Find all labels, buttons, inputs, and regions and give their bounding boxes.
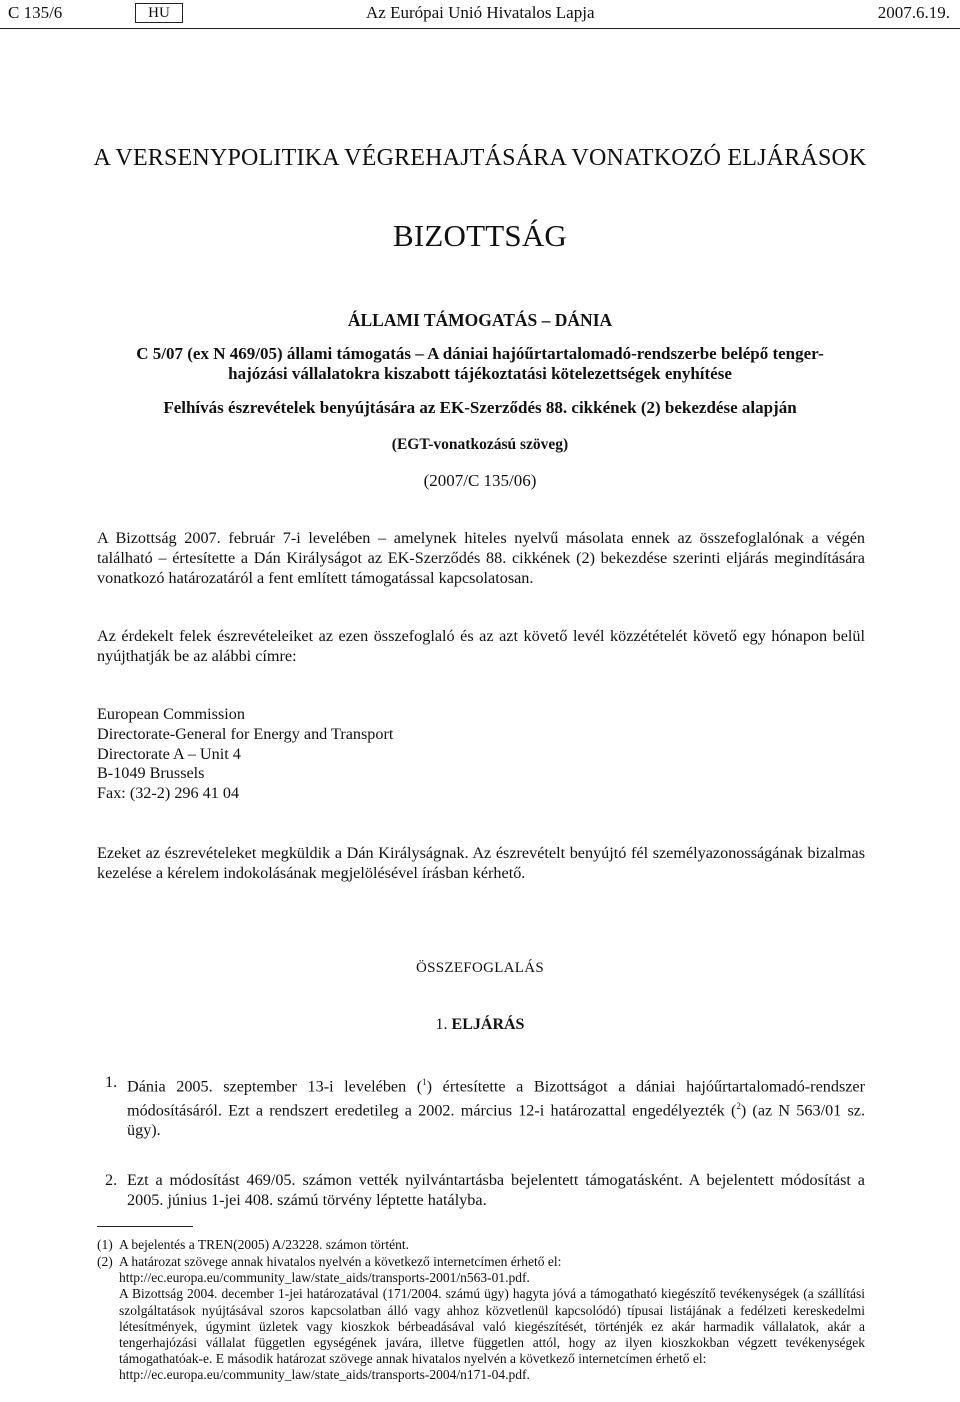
journal-title: Az Európai Unió Hivatalos Lapja: [366, 3, 595, 22]
numbered-item: [105, 1073, 865, 1141]
section-title-eljaras: ELJÁRÁS: [451, 1016, 525, 1033]
journal-page-ref: C 135/6: [8, 3, 63, 22]
footnote-link[interactable]: http://ec.europa.eu/community_law/state_aids/transports-2001/n563-01.pdf.: [119, 1270, 530, 1286]
page-header: [0, 0, 960, 29]
comments-paragraph: Az érdekelt felek észrevételeiket az ezen összefoglaló és az azt követő levél közzétételét követő egy hónapon belül nyújthatják be az alábbi címre:: [97, 627, 865, 665]
footnote-ref[interactable]: 1: [422, 1077, 427, 1087]
aid-title: ÁLLAMI TÁMOGATÁS – DÁNIA: [347, 310, 613, 330]
address-line: European Commission: [97, 705, 245, 723]
fax-line: Fax: (32-2) 296 41 04: [97, 784, 240, 803]
footnote-separator: [97, 1226, 193, 1227]
address-block: [97, 705, 393, 804]
footnote-mark: (2): [97, 1254, 113, 1269]
publication-date: 2007.6.19.: [877, 3, 950, 22]
section-heading: [0, 1016, 960, 1034]
address-line: Directorate A – Unit 4: [97, 744, 241, 763]
invitation-line: Felhívás észrevételek benyújtására az EK-Szerződés 88. cikkének (2) bekezdése alapján: [163, 398, 797, 417]
address-line: B-1049 Brussels: [97, 764, 205, 783]
address-line: Directorate-General for Energy and Transport: [97, 724, 394, 743]
confidentiality-paragraph: Ezeket az észrevételeket megküldik a Dán Királyságnak. Az észrevételt benyújtó fél személyazonosságának bizalmas kezelése a kérelem indokolásának megjelölésével írásban kérhető.: [97, 844, 865, 882]
footnote-text: A határozat szövege annak hivatalos nyelvén a következő internetcímen érhető el: http://ec.europa.eu/community_law/state_aids/transports-2001/n563-01.pdf. A Bizottság 2004. december 1-jei határozatával (171/2004. számú ügy) hagyta jóvá a támogatható kiegészítő tevékenységek (a szállítási szolgáltatások nyújtásával szoros kapcsolatban álló vagy ahhoz közvetlenül kapcsolódó) típusai listájának a fedélzeti kereskedelmi létesítmények, úgymint üzletek vagy kioszkok bérbeadásával való kiegészítését, történjék ez akár harmadik vállalatok, akár a tengerhajózási vállalat független egységének javára, illetve független attól, hogy az ilyen kioszkokban végzett tevékenységek támogathatóak-e. E második határozat szövege annak hivatalos nyelvén a következő internetcímen érhető el: http://ec.europa.eu/community_law/state_aids/transports-2004/n171-04.pdf.: [119, 1254, 865, 1383]
section-number: 1.: [435, 1016, 448, 1033]
footnote: [97, 1237, 865, 1253]
institution-title: BIZOTTSÁG: [392, 218, 567, 253]
item-text: Ezt a módosítást 469/05. számon vették nyilvántartásba bejelentett támogatásként. A bejelentett módosítást a 2005. június 1-jei 408. számú törvény léptette hatályba.: [127, 1171, 865, 1209]
item-text: Dánia 2005. szeptember 13-i levelében ($^1$) értesítette a Bizottságot a dániai hajóűrtartalomadó-rendszer módosításáról. Ezt a rendszert eredetileg a 2002. március 12-i határozattal engedélyezték ($^2$) (az N 563/01 sz. ügy).: [127, 1077, 865, 1140]
language-code-box: HU: [135, 3, 183, 23]
item-number: 2.: [105, 1171, 118, 1189]
case-title-line1: C 5/07 (ex N 469/05) állami támogatás – A dániai hajóűrtartalomadó-rendszerbe belépő tenger-: [136, 344, 824, 363]
footnote-text: A bejelentés a TREN(2005) A/23228. számon történt.: [119, 1237, 409, 1252]
case-title-line2: hajózási vállalatokra kiszabott tájékoztatási kötelezettségek enyhítése: [228, 364, 732, 383]
intro-paragraph: A Bizottság 2007. február 7-i levelében – amelynek hiteles nyelvű másolata ennek az összefoglalónak a végén található – értesítette a Dán Királyságot az EK-Szerződés 88. cikkének (2) bekezdése szerinti eljárás megindítására vonatkozó határozatáról a fent említett támogatással kapcsolatosan.: [97, 529, 865, 587]
item-number: 1.: [105, 1073, 118, 1091]
section-title: A VERSENYPOLITIKA VÉGREHAJTÁSÁRA VONATKOZÓ ELJÁRÁSOK: [93, 145, 867, 171]
summary-heading: ÖSSZEFOGLALÁS: [415, 960, 545, 976]
footnote-ref[interactable]: 2: [736, 1101, 741, 1112]
numbered-item: [105, 1171, 865, 1211]
footnote-mark: (1): [97, 1237, 113, 1252]
footnote: [97, 1254, 865, 1384]
eea-relevance: (EGT-vonatkozású szöveg): [391, 436, 569, 453]
document-reference: (2007/C 135/06): [423, 471, 537, 490]
footnote-link[interactable]: http://ec.europa.eu/community_law/state_aids/transports-2004/n171-04.pdf.: [119, 1367, 530, 1383]
